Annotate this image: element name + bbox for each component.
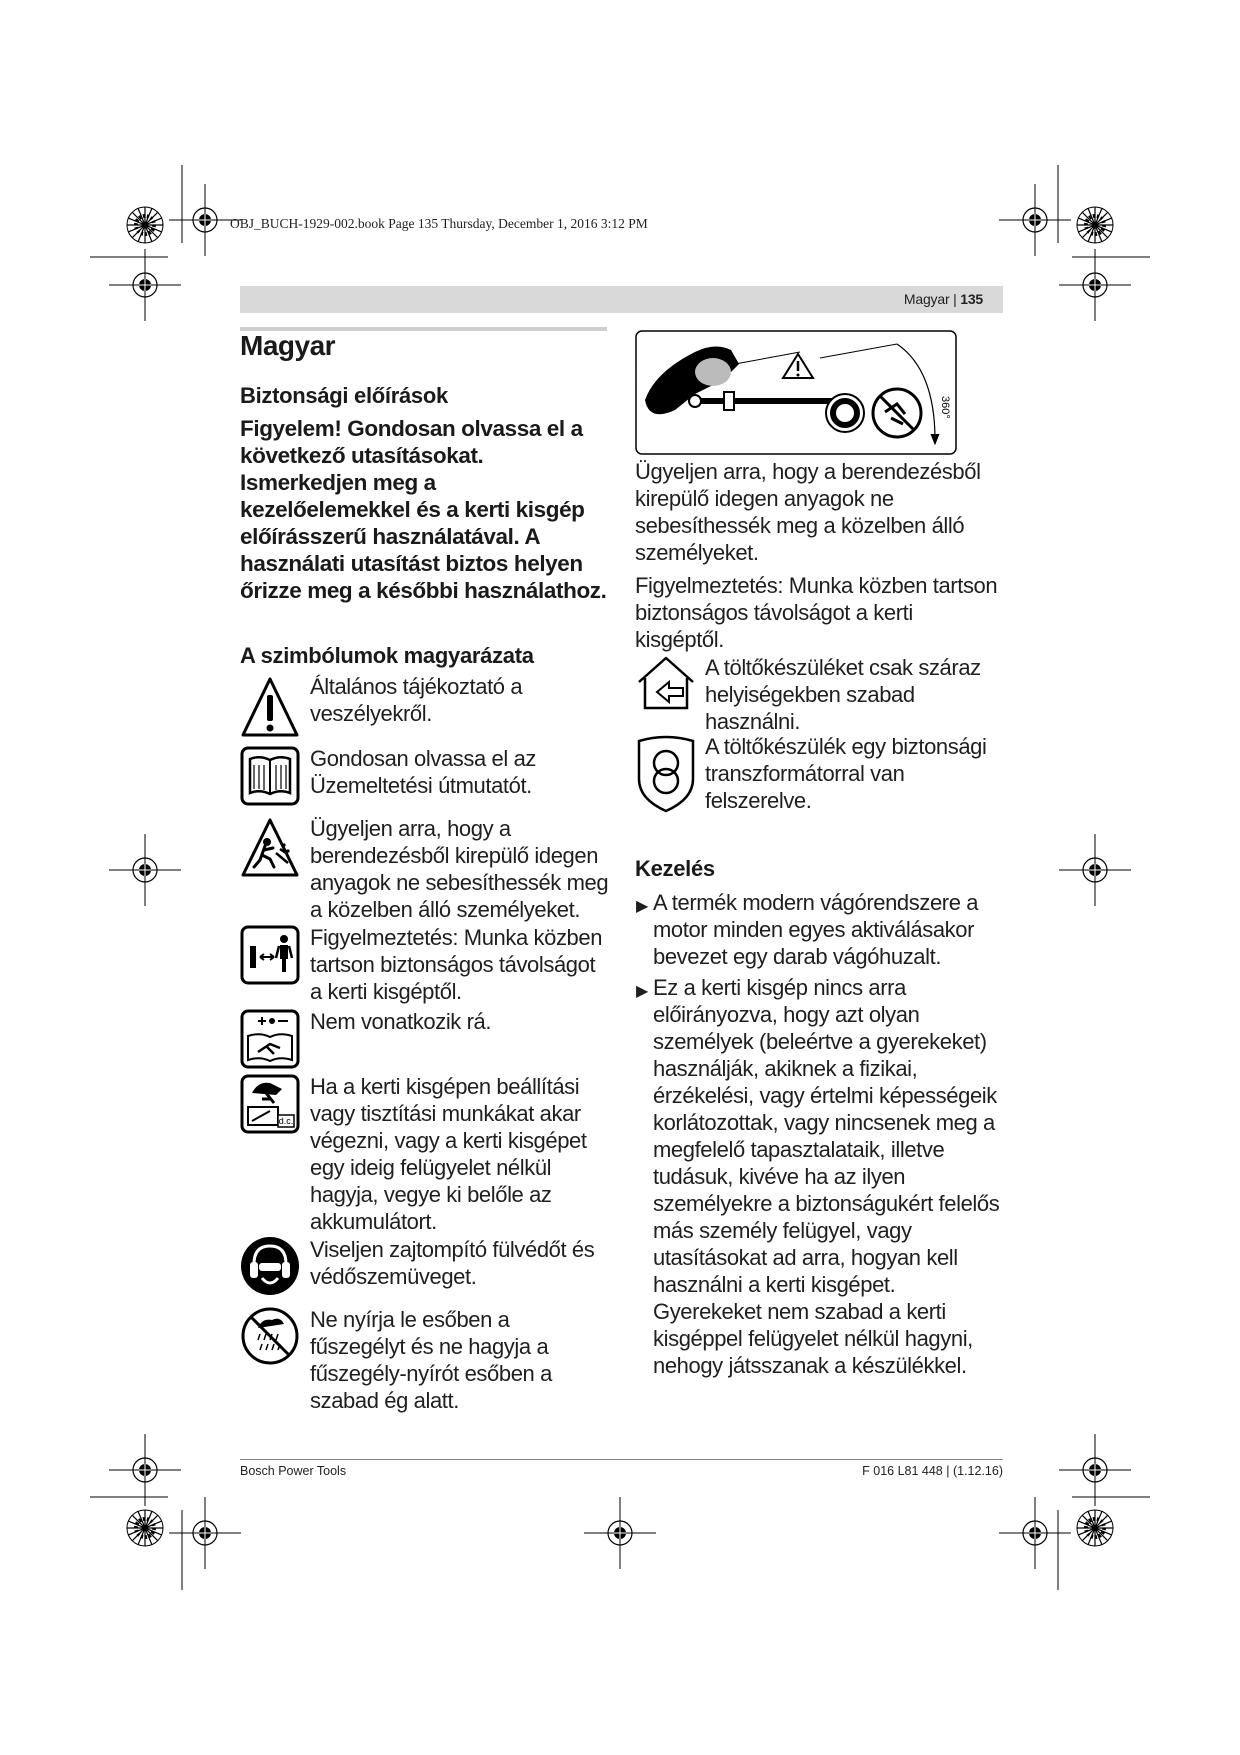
symbol-text: Ügyeljen arra, hogy a berendezésből kirepülő idegen anyagok ne sebesíthessék meg a közelben álló személyeket. bbox=[310, 816, 609, 922]
symbol-row bbox=[240, 815, 610, 925]
symbol-row bbox=[240, 1306, 610, 1413]
safe-distance-icon bbox=[240, 924, 300, 986]
symbol-text: Nem vonatkozik rá. bbox=[310, 1009, 492, 1034]
svg-text:d.c.: d.c. bbox=[278, 1116, 294, 1126]
debris-paragraph: Ügyeljen arra, hogy a berendezésből kirepülő idegen anyagok ne sebesíthessék meg a közelben álló személyeket. bbox=[635, 459, 981, 565]
indoor-house-icon bbox=[635, 654, 697, 712]
list-item bbox=[636, 889, 1006, 984]
symbol-row bbox=[240, 673, 610, 741]
bullet-text: A termék modern vágórendszere a motor minden egyes aktiválásakor bevezet egy darab vágóhuzalt. bbox=[653, 890, 979, 969]
footer-brand: Bosch Power Tools bbox=[240, 1464, 347, 1478]
footer-doc-code: F 016 L81 448 | (1.12.16) bbox=[862, 1464, 1003, 1478]
operation-heading: Kezelés bbox=[635, 856, 715, 881]
bullet-text: Ez a kerti kisgép nincs arra előirányozva, hogy azt olyan személyek (beleértve a gyerekeket) használják, akiknek a fizikai, érzékelési, vagy értelmi képességeik korlátozottak, vagy nincsenek meg a megfelelő tapasztalataik, illetve tudásuk, kivéve ha az ilyen személyekre a biztonságukért felelős más személy felügyel, vagy utasításokat ad arra, hogyan kell használni a kerti kisgépet. Gyerekeket nem szabad a kerti kisgéppel felügyelet nélkül hagyni, nehogy játsszanak a készülékkel. bbox=[653, 975, 1000, 1378]
symbols-heading: A szimbólumok magyarázata bbox=[240, 643, 534, 668]
symbol-text: Figyelmeztetés: Munka közben tartson biztonságos távolságot a kerti kisgéptől. bbox=[310, 925, 603, 1004]
symbol-text: Viseljen zajtompító fülvédőt és védőszemüveget. bbox=[310, 1237, 595, 1289]
manual-book-icon bbox=[240, 745, 300, 807]
symbol-text: A töltőkészülék egy biztonsági transzformátorral van felszerelve. bbox=[705, 734, 987, 813]
list-item bbox=[636, 974, 1006, 1394]
symbol-row bbox=[635, 654, 1005, 734]
symbol-text: Gondosan olvassa el az Üzemeltetési útmutatót. bbox=[310, 746, 537, 798]
bullet-arrow-icon: ▶ bbox=[636, 898, 648, 915]
page-number: 135 bbox=[960, 291, 983, 307]
page-title: Magyar bbox=[240, 330, 336, 361]
symbol-row bbox=[240, 1236, 610, 1306]
trimmer-360-figure bbox=[635, 330, 957, 455]
safety-heading: Biztonsági előírások bbox=[240, 383, 448, 408]
symbol-text: Általános tájékoztató a veszélyekről. bbox=[310, 674, 523, 726]
symbol-text: Ha a kerti kisgépen beállítási vagy tisztítási munkákat akar végezni, vagy a kerti kisgépet egy ideig felügyelet nélkül hagyja, vegye ki belőle az akkumulátort. bbox=[310, 1074, 587, 1234]
symbol-row bbox=[240, 745, 610, 810]
footer-rule bbox=[240, 1459, 1003, 1460]
header-language: Magyar bbox=[903, 291, 950, 307]
bullet-arrow-icon: ▶ bbox=[636, 983, 648, 1000]
warning-paragraph: Figyelem! Gondosan olvassa el a következő utasításokat. Ismerkedjen meg a kezelőelemekkel és a kerti kisgép előírásszerű használatával. A használati utasítást biztos helyen őrizze meg a későbbi használathoz. bbox=[240, 416, 607, 603]
symbol-row bbox=[635, 733, 1005, 818]
ear-eye-protection-icon bbox=[240, 1236, 302, 1298]
header-label: Magyar | 135 bbox=[903, 291, 983, 307]
symbol-text: Ne nyírja le esőben a fűszegélyt és ne hagyja a fűszegély-nyírót esőben a szabad ég alatt. bbox=[310, 1307, 552, 1413]
symbol-text: A töltőkészüléket csak száraz helyiségekben szabad használni. bbox=[705, 655, 981, 734]
page-header bbox=[240, 286, 1003, 313]
warning-triangle-icon bbox=[240, 673, 300, 741]
file-info-line: OBJ_BUCH-1929-002.book Page 135 Thursday, December 1, 2016 3:12 PM bbox=[230, 216, 648, 231]
remove-battery-icon bbox=[240, 1073, 300, 1135]
symbol-row bbox=[240, 1008, 610, 1074]
flying-debris-icon bbox=[240, 815, 300, 881]
symbol-row bbox=[240, 1073, 610, 1235]
distance-paragraph: Figyelmeztetés: Munka közben tartson biztonságos távolságot a kerti kisgéptől. bbox=[635, 573, 998, 652]
symbol-row bbox=[240, 924, 610, 1009]
safety-transformer-icon bbox=[635, 733, 697, 813]
no-rain-icon bbox=[240, 1306, 302, 1368]
figure-angle-label: 360° bbox=[939, 396, 951, 419]
not-applicable-icon bbox=[240, 1008, 300, 1070]
